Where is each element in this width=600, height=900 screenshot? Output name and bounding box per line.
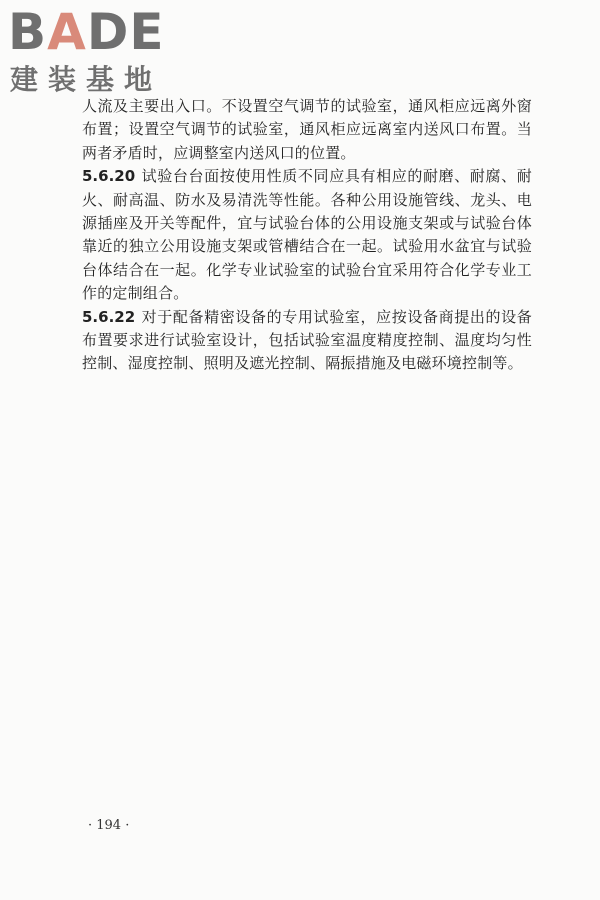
logo-subtitle: 建装基地	[10, 63, 163, 96]
clause-5-6-20	[82, 165, 532, 305]
clause-text: 对于配备精密设备的专用试验室，应按设备商提出的设备布置要求进行试验室设计，包括试验室温度精度控制、温度均匀性控制、湿度控制、照明及遮光控制、隔振措施及电磁环境控制等。	[82, 307, 532, 373]
paragraph-text: 人流及主要出入口。不设置空气调节的试验室，通风柜应远离外窗布置；设置空气调节的试验室，通风柜应远离室内送风口布置。当两者矛盾时，应调整室内送风口的位置。	[82, 97, 532, 162]
logo-letters-de: DE	[86, 3, 165, 61]
clause-number: 5.6.22	[82, 307, 136, 326]
logo-letter-b: B	[8, 3, 48, 61]
clause-number: 5.6.20	[82, 167, 136, 186]
logo-wordmark	[8, 4, 165, 60]
paragraph-continued	[82, 95, 532, 165]
logo	[8, 4, 174, 96]
clause-text: 试验台台面按使用性质不同应具有相应的耐磨、耐腐、耐火、耐高温、防水及易清洗等性能。各种公用设施管线、龙头、电源插座及开关等配件，宜与试验台体的公用设施支架或与试验台体靠近的独立公用设施支架或管槽结合在一起。试验用水盆宜与试验台体结合在一起。化学专业试验室的试验台宜采用符合化学专业工作的定制组合。	[82, 167, 532, 303]
document-body	[82, 95, 532, 376]
page-number: · 194 ·	[88, 818, 130, 833]
clause-5-6-22	[82, 306, 532, 376]
logo-letter-a: A	[47, 3, 87, 61]
